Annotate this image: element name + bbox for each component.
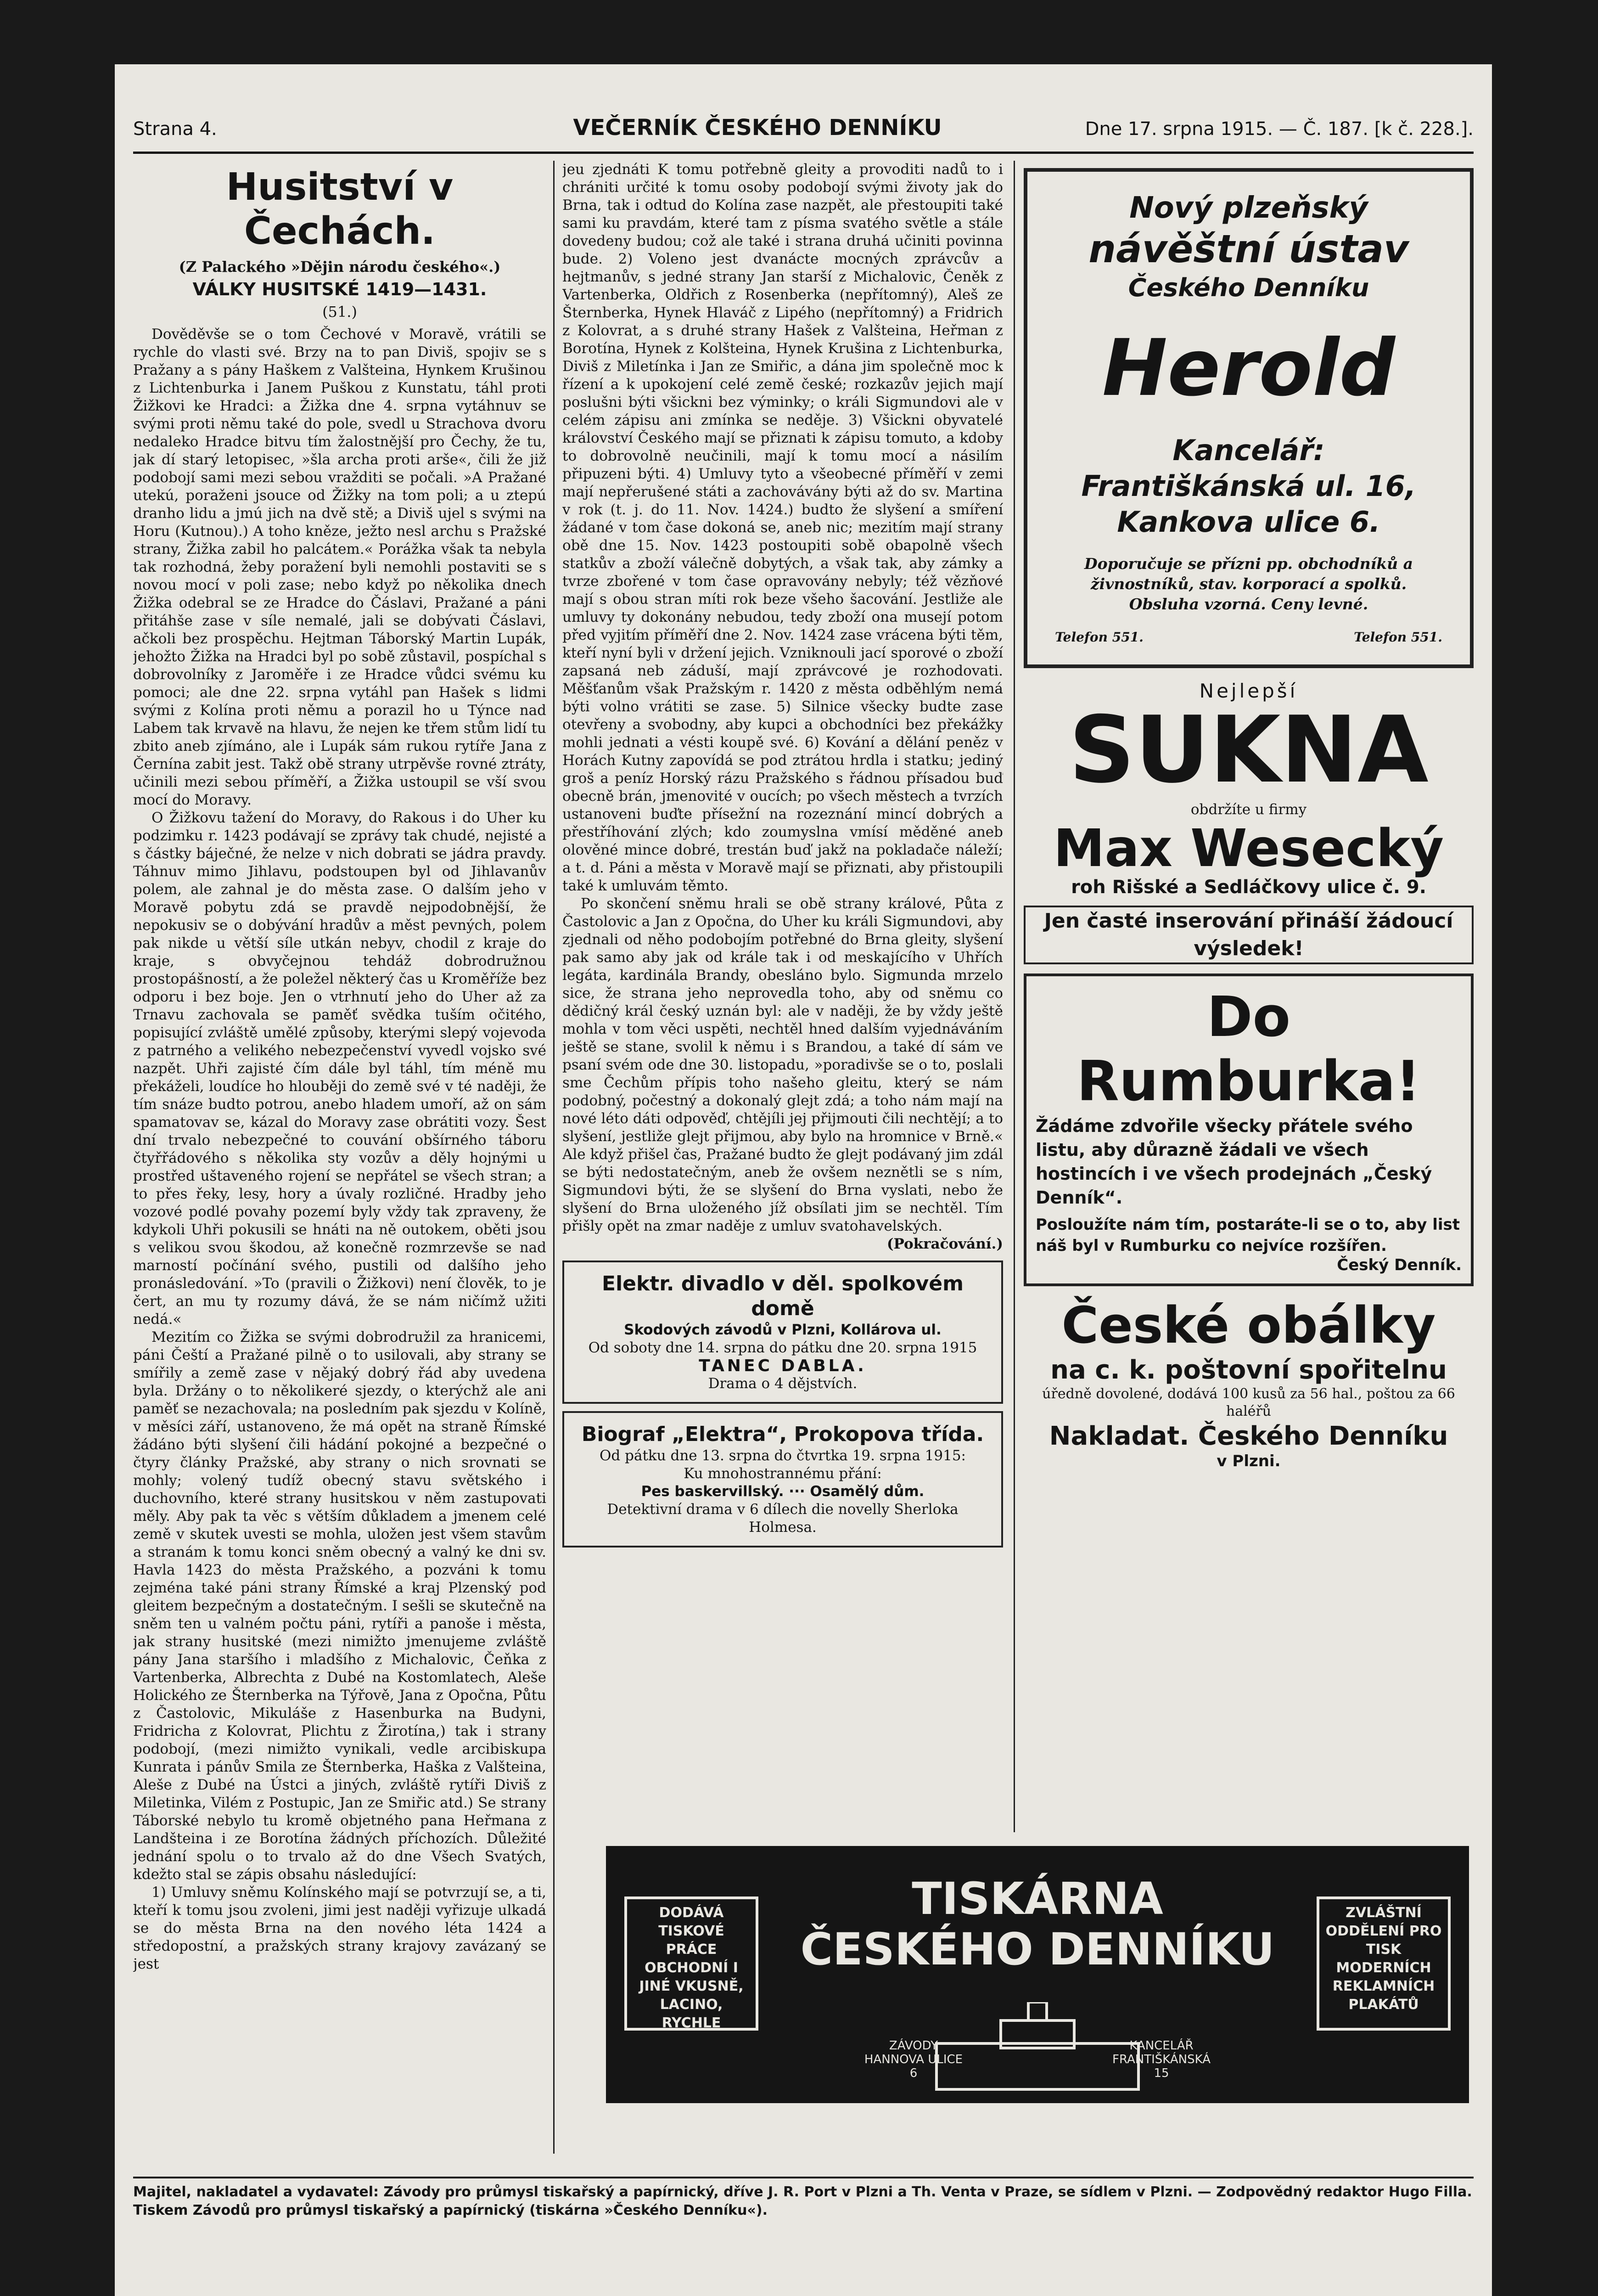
cinema-films: Pes baskervillský. ··· Osamělý dům.	[641, 1483, 925, 1500]
herold-phone: Telefon 551.	[1055, 630, 1144, 645]
theatre-address: Skodových závodů v Plzni, Kollárova ul.	[624, 1322, 942, 1338]
article-paragraph: O Žižkovu tažení do Moravy, do Rakous i do Uher ku podzimku r. 1423 podávají se zprávy tak chudé, nejisté a s částky báječné, že nelze v nich dobrati se jádra pravdy. Táhnuv mimo Jihlavu, podstoupen byl od Jihlavanův polem, ale zahnal je do města zase. O dalším jeho v Moravě pobytu zdá se pravdě nejpodobnější, že nepokusiv se o dobývání hradův a měst pevných, polem pak nikde u větší síle utkán nebyv, chodil z kraje do kraje, s obvyčejnou tehdáž dobrodružnou prostopášností, a že poležel některý čas u Kroměříže bez odporu i bez boje. Jen o vtrhnutí jeho do Uher až za Trnavu zachovala se paměť svědka tuším očitého, popisující zvláště umělé způsoby, kterými slepý vojevoda z patrného a velikého nebezpečenství vyvedl vojsko své nazpět. Uhři zajisté čím dále byl táhl, tím méně mu překáželi, loudíce ho hlouběji do země své v té naději, že tím snáze budto potrou, anebo hladem umoří, až on sám spamatovav se, kázal do Moravy zase obrátiti vozy. Šest dní trvalo nebezpečné to couvání obšírného táboru čtyřřádového s několika sty vozův a děly hojnými u prostřed uštaveného rojení se nepřátel se všech stran; a to přes řeky, lesy, hory a úvaly rozličné. Hradby jeho vozové podlé povahy pozemí byly vždy tak zpraveny, že kdykoli Uhři pokusili se hnáti na ně outokem, oběti jsou s velikou svou škodou, až konečně rozmrzevše se nad marností počínání svého, pustili od dalšího jeho pronásledování. »To (pravili o Žižkovi) není člověk, to je čert, an mu ty rozumy dává, že se nám ničímž užiti nedá.«	[133, 810, 546, 1328]
herold-line2: návěštní ústav	[1088, 226, 1409, 271]
factory-illustration	[927, 2002, 1148, 2094]
rumburk-ad	[1024, 974, 1474, 1286]
article-source: (Z Palackého »Dějin národu českého«.)	[179, 258, 501, 276]
rumburk-sign: Český Denník.	[1337, 1256, 1462, 1274]
imprint: Majitel, nakladatel a vydavatel: Závody pro průmysl tiskařský a papírnický, dříve J. R. Port v Plzni a Th. Venta v Praze, se sídlem v Plzni. — Zodpovědný redaktor Hugo Filla. Tiskem Závodů pro průmysl tiskařský a papírnický (tiskárna »Českého Denníku«).	[133, 2177, 1474, 2220]
obalky-text: úředně dovolené, dodává 100 kusů za 56 hal., poštou za 66 haléřů	[1042, 1386, 1455, 1419]
sukna-firm: Max Wesecký	[1053, 819, 1444, 878]
slogan: Jen časté inserování přináší žádoucí výsledek!	[1024, 906, 1474, 964]
rumburk-text2: Posloužíte nám tím, postaráte-li se o to, aby list náš byl v Rumburku co nejvíce rozšířen.	[1036, 1216, 1460, 1255]
sukna-word: SUKNA	[1069, 697, 1429, 804]
obalky-sub: na c. k. poštovní spořitelnu	[1050, 1355, 1447, 1385]
obalky-city: v Plzni.	[1217, 1452, 1281, 1470]
theatre-desc: Drama o 4 dějstvích.	[708, 1375, 858, 1392]
sukna-ad	[1024, 682, 1474, 896]
theatre-play: TANEC DABLA.	[699, 1356, 867, 1375]
theatre-title: Elektr. divadlo v děl. spolkovém domě	[602, 1272, 964, 1320]
article-paragraph: 1) Umluvy sněmu Kolínského mají se potvrzují se, a ti, kteří k tomu jsou zvoleni, jimi jest naději vyřizuje ulkadá se do města Brna na den nového léta 1424 a středopostní, a pražských strany krajovy zavázaný se jest	[133, 1884, 546, 1972]
theatre-dates: Od soboty dne 14. srpna do pátku dne 20. srpna 1915	[588, 1339, 977, 1356]
newspaper-page	[115, 64, 1492, 2296]
herold-office: Kancelář:	[1172, 433, 1325, 467]
banner-title-2: ČESKÉHO DENNÍKU	[800, 1924, 1275, 1975]
banner-works: ZÁVODY HANNOVA ULICE 6	[864, 2039, 963, 2080]
herold-name: Herold	[1102, 323, 1396, 414]
article-part-number: (51.)	[322, 303, 357, 321]
masthead: VEČERNÍK ČESKÉHO DENNÍKU	[573, 115, 942, 141]
herold-addr1: Františkánská ul. 16,	[1081, 469, 1416, 503]
herold-recommend: Doporučuje se přízni pp. obchodníků a živnostníků, stav. korporací a spolků. Obsluha vzorná. Ceny levné.	[1084, 555, 1413, 613]
page-number: Strana 4.	[133, 118, 217, 140]
herold-line3: Českého Denníku	[1128, 273, 1369, 302]
print-shop-banner	[606, 1846, 1469, 2103]
continued-note: (Pokračování.)	[886, 1236, 1003, 1252]
article-subtitle: VÁLKY HUSITSKÉ 1419—1431.	[192, 279, 487, 299]
cinema-desc: Detektivní drama v 6 dílech die novelly Sherloka Holmesa.	[607, 1501, 959, 1536]
sukna-address: roh Rišské a Sedláčkovy ulice č. 9.	[1071, 877, 1426, 898]
herold-ad	[1024, 168, 1474, 668]
issue-date: Dne 17. srpna 1915. — Č. 187. [k č. 228.].	[1085, 118, 1474, 140]
cinema-title: Biograf „Elektra“, Prokopova třída.	[581, 1423, 984, 1446]
article-paragraph: Dověděvše se o tom Čechové v Moravě, vrátili se rychle do vlasti své. Brzy na to pan Diviš, spojiv se s Pražany a s pány Haškem z Valšteina, Hynkem Krušinou z Lichtenburka i Janem Puškou z Kunstatu, táhl proti Žižkovi ke Hradci: a Žižka dne 4. srpna vytáhnuv se svými proti němu také do pole, svedl u Strachova dvoru nedaleko Hradce bitvu tím žalostnější pro Čechy, že tu, jak dí starý letopisec, »šla archa proti arše«, čili že již podobojí sami mezi sebou vražditi se počali. »A Pražané utekú, poraženi jsouce od Žižky na tom poli; a u ztepú dranho lidu a jmú jich na dvě stě; a Diviš ujel s svými na Horu (Kutnou).) A toho kněze, ježto nesl archu s Pražské strany, Žižka zabil ho palcátem.« Porážka však ta nebyla tak rozhodná, žeby poražení byli nemohli postaviti se s novou mocí v poli zase; nebo když po několika dnech Žižka odebral se ze Hradce do Čáslavi, Pražané a páni přitáhše zase v síle nemalé, jali se dobývati Čáslavi, ačkoli bez prospěchu. Hejtman Táborský Martin Lupák, jehožto Žižka na Hradci byl po sobě zůstavil, pospíchal s dobrovolníky z Jaroměře i ze Hradce vůdci svému ku pomoci; ale dne 22. srpna vytáhl pan Hašek s lidmi svými z Kolína proti němu a porazil ho u Týnce nad Labem tak krvavě na hlavu, že nejen ke třem stům lidí tu zbito aneb zjímáno, ale i Lupák sám rukou rytíře Jana z Černína zabit jest. Takž obě strany utrpěvše rovné ztráty, učinili mezi sebou příměří, a Žižka ustoupil se vší svou mocí do Moravy.	[133, 326, 546, 808]
article-column-1	[133, 161, 546, 2154]
column-divider	[1014, 161, 1015, 1832]
herold-addr2: Kankova ulice 6.	[1117, 505, 1380, 539]
header-rule	[133, 152, 1474, 154]
obalky-title: České obálky	[1061, 1296, 1436, 1355]
article-paragraph: Po skončení sněmu hrali se obě strany králové, Půta z Častolovic a Jan z Opočna, do Uher ku králi Sigmundovi, aby zjednali od něho podobojím potřebné do Brna gleity, slyšení pak samo aby jak od krále tak i od meskajícího v Uhřích legáta, kardinála Brandy, obesláno bylo. Sigmunda mrzelo sice, že strana jeho neprovedla toho, aby od sněmu co dědičný král český uznán byl: ale v naději, že by vždy ještě mohla v tom věci uspěti, nechtěl hned dalším vyjednáváním ještě se stane, svolil k němu i s Brandou, a také dí sám ve psaní svém ode dne 30. listopadu, »poradivše se o to, poslali sme Čechům přípis toho našeho gleitu, který se nám podobný, počestný a dokonalý glejt zdá; a toho nám mají na nové léto dáti odpověď, chtějíli jej přijmouti čili nechtějí; a to slyšení, jestliže glejt přijmou, aby bylo na hromnice v Brně.« Ale když přišel čas, Pražané budto že glejt podávaný jim zdál se býti nedostatečným, aneb že ovšem neznětli se s ním, Sigmundovi býti, že se slyšení do Brna vyslati, nebo že slyšení do Brna uloženého jíž obsílati jim se nechtěl. Tím přišly opět na zmar naděje z umluv svatohavelských.	[562, 895, 1003, 1234]
page-header	[133, 115, 1474, 152]
banner-title-1: TISKÁRNA	[912, 1873, 1163, 1925]
article-paragraph: Mezitím co Žižka se svými dobrodružil za hranicemi, páni Čeští a Pražané pilně o to usilovali, aby strany se smířily a země zase v nějaký dobrý řád aby uvedena byla. Držány o to několikeré sjezdy, o kterýchž ale ani paměť se nezachovala; na posledním pak sjezdu v Kolíně, v měsíci září, ustanoveno, že má opět na straně Římské žádáno býti slyšení čili hádání pokojné a bezpečné o čtyry články Pražské, aby strany o nich srovnati se mohly; volený tudíž obecný stavu světského i duchovního, které strany husitskou v něm zastupovati měly. Aby pak ta věc s větším důkladem a jmenem celé země v skutek uvesti se mohla, uložen jest všem stavům a stranám k tomu konci sněm obecný a valný ke dni sv. Havla 1423 do města Pražského, a pozváni k tomu zejména také páni strany Římské a kraj Plzenský pod gleitem bezpečným a dostatečným. I sešli se skutečně na sněm ten u valném počtu páni, rytíři a panoše i města, jak strany husitské (mezi nimižto jmenujeme zvláště pány Jana staršího i mladšího z Michalovic, Čeňka z Vartenberka, Albrechta z Dubé na Kostomlatech, Aleše Holického ze Šternberka na Týřově, Jana z Opočna, Půtu z Častolovic, Mikuláše z Hasenburka na Budyni, Fridricha z Kolovrat, Plichtu z Žirotína,) tak i strany podobojí, (mezi nimižto vynikali, vedle arcibiskupa Kunrata i pánův Smila ze Šternberka, Haška z Valšteina, Aleše z Dubé na Ústci a jiných, zvláště rytíři Diviš z Miletinka, Vilém z Postupic, Jan ze Smiřic atd.) Se strany Táborské nebylo tu kromě objetného pana Heřmana z Landšteina i ze Borotína žádných příchozích. Důležité jednání spolu o to trvalo až do dne Všech Svatých, kdežto stal se zápis obsahu následující:	[133, 1329, 546, 1883]
cinema-request: Ku mnohostrannému přání:	[684, 1465, 882, 1482]
banner-left-box: DODÁVÁ TISKOVÉ PRÁCE OBCHODNÍ I JINÉ VKUSNĚ, LACINO, RYCHLE	[624, 1896, 758, 2031]
cinema-dates: Od pátku dne 13. srpna do čtvrtka 19. srpna 1915:	[600, 1447, 966, 1464]
herold-top: Nový plzeňský	[1129, 191, 1368, 225]
column-divider	[553, 161, 555, 2154]
obalky-ad	[1024, 1295, 1474, 1470]
rumburk-title: Do Rumburka!	[1077, 985, 1421, 1114]
rumburk-text: Žádáme zdvořile všecky přátele svého listu, aby důrazně žádali ve všech hostincích i ve všech prodejnách „Český Denník“.	[1036, 1116, 1432, 1208]
banner-office: KANCELÁŘ FRANTIŠKÁNSKÁ 15	[1112, 2039, 1211, 2080]
obalky-publisher: Nakladat. Českého Denníku	[1049, 1421, 1448, 1451]
article-paragraph: jeu zjednáti K tomu potřebně gleity a provoditi nadů to i chrániti určité k tomu osoby podobojí svými životy jak do Brna, tak i odtud do Kolína zase nazpět, ale přestoupiti také sami ku pravdám, které tam z písma svatého světle a stále dovedeny budou; což ale také i strana druhá učiniti povinna bude. 2) Voleno jest dvanácte mocných zprávcův a hejtmanův, s jedné strany Jan starší z Michalovic, Čeněk z Vartenberka, Oldřich z Rosenberka (nepřítomný), Aleš ze Šternberka, Hynek Hlaváč z Lipého (nepřítomný) a Fridrich z Kolovrat, a s druhé strany Hašek z Valšteina, Heřman z Borotína, Hynek z Kolšteina, Hynek Krušina z Lichtenburka, Diviš z Miletínka i Jan ze Smiřic, a dána jim společně moc k řízení a k upokojení celé země české; rozkazův jejich mají poslušni býti všickni bez výminky; o králi Sigmundovi ale v celém zápisu ani zmínka se neděje. 3) Všickni obyvatelé království Českého mají se přiznati k zápisu tomuto, a kdoby to dobrovolně neučinili, mají k tomu mocí a násilím připuzeni býti. 4) Umluvy tyto a všeobecné příměří v zemi mají nepřerušené státi a zachovávány býti až do sv. Martina v rok (t. j. do 11. Nov. 1424.) budto že slyšení a smíření žádané v tom čase dokoná se, aneb nic; mezitím mají strany obě dne 15. Nov. 1423 postoupiti sobě obapolně všech statkův a zboží válečně dobytých, a však tak, aby zámky a tvrze zbořené v tom čase opravovány nebyly; též vězňové mají s obou stran míti rok beze všeho šacování. Jestliže ale umluvy ty dokonány nebudou, tedy zboží ona musejí potom před vyjitím příměří dne 2. Nov. 1424 zase vrácena býti těm, kteří nyní byli v držení jejich. Vzniknouli jací sporové o zboží zapsaná neb záduší, mají zprávcové je rozhodovati. Měšťanům však Pražským r. 1420 z města odběhlým nemá býti volno vrátiti se zase. 5) Silnice všecky budte zase otevřeny a svobodny, aby kupci a obchodníci bez překážky mohli jednati a vésti koupě své. 6) Kování a dělání peněz v Horách Kutny zapovídá se pod ztrátou hrdla i statku; jediný groš a peníz Horský rázu Pražského s řádnou přísadou buď obecně brán, jmenovité v oucích; po všech městech a tvrzích ustanoveni buďte přísežní na rozeznání mincí dobrých a přestříhování zlých; kdo zoumyslna vmísí měděné aneb olověné mince dobré, trestán buď jakž na pokladače náleží; a t. d. Páni a města v Moravě mají se přiznati, aby přistoupili také k umluvám těmto.	[562, 161, 1003, 894]
sukna-pre: Nejlepší	[1199, 680, 1298, 702]
sukna-mid: obdržíte u firmy	[1190, 801, 1307, 818]
theatre-ad	[562, 1261, 1003, 1404]
article-title: Husitství v Čechách.	[226, 165, 454, 253]
cinema-ad	[562, 1411, 1003, 1548]
herold-phone: Telefon 551.	[1354, 630, 1442, 645]
banner-right-box: ZVLÁŠTNÍ ODDĚLENÍ PRO TISK MODERNÍCH REKLAMNÍCH PLAKÁTŮ	[1317, 1896, 1451, 2031]
